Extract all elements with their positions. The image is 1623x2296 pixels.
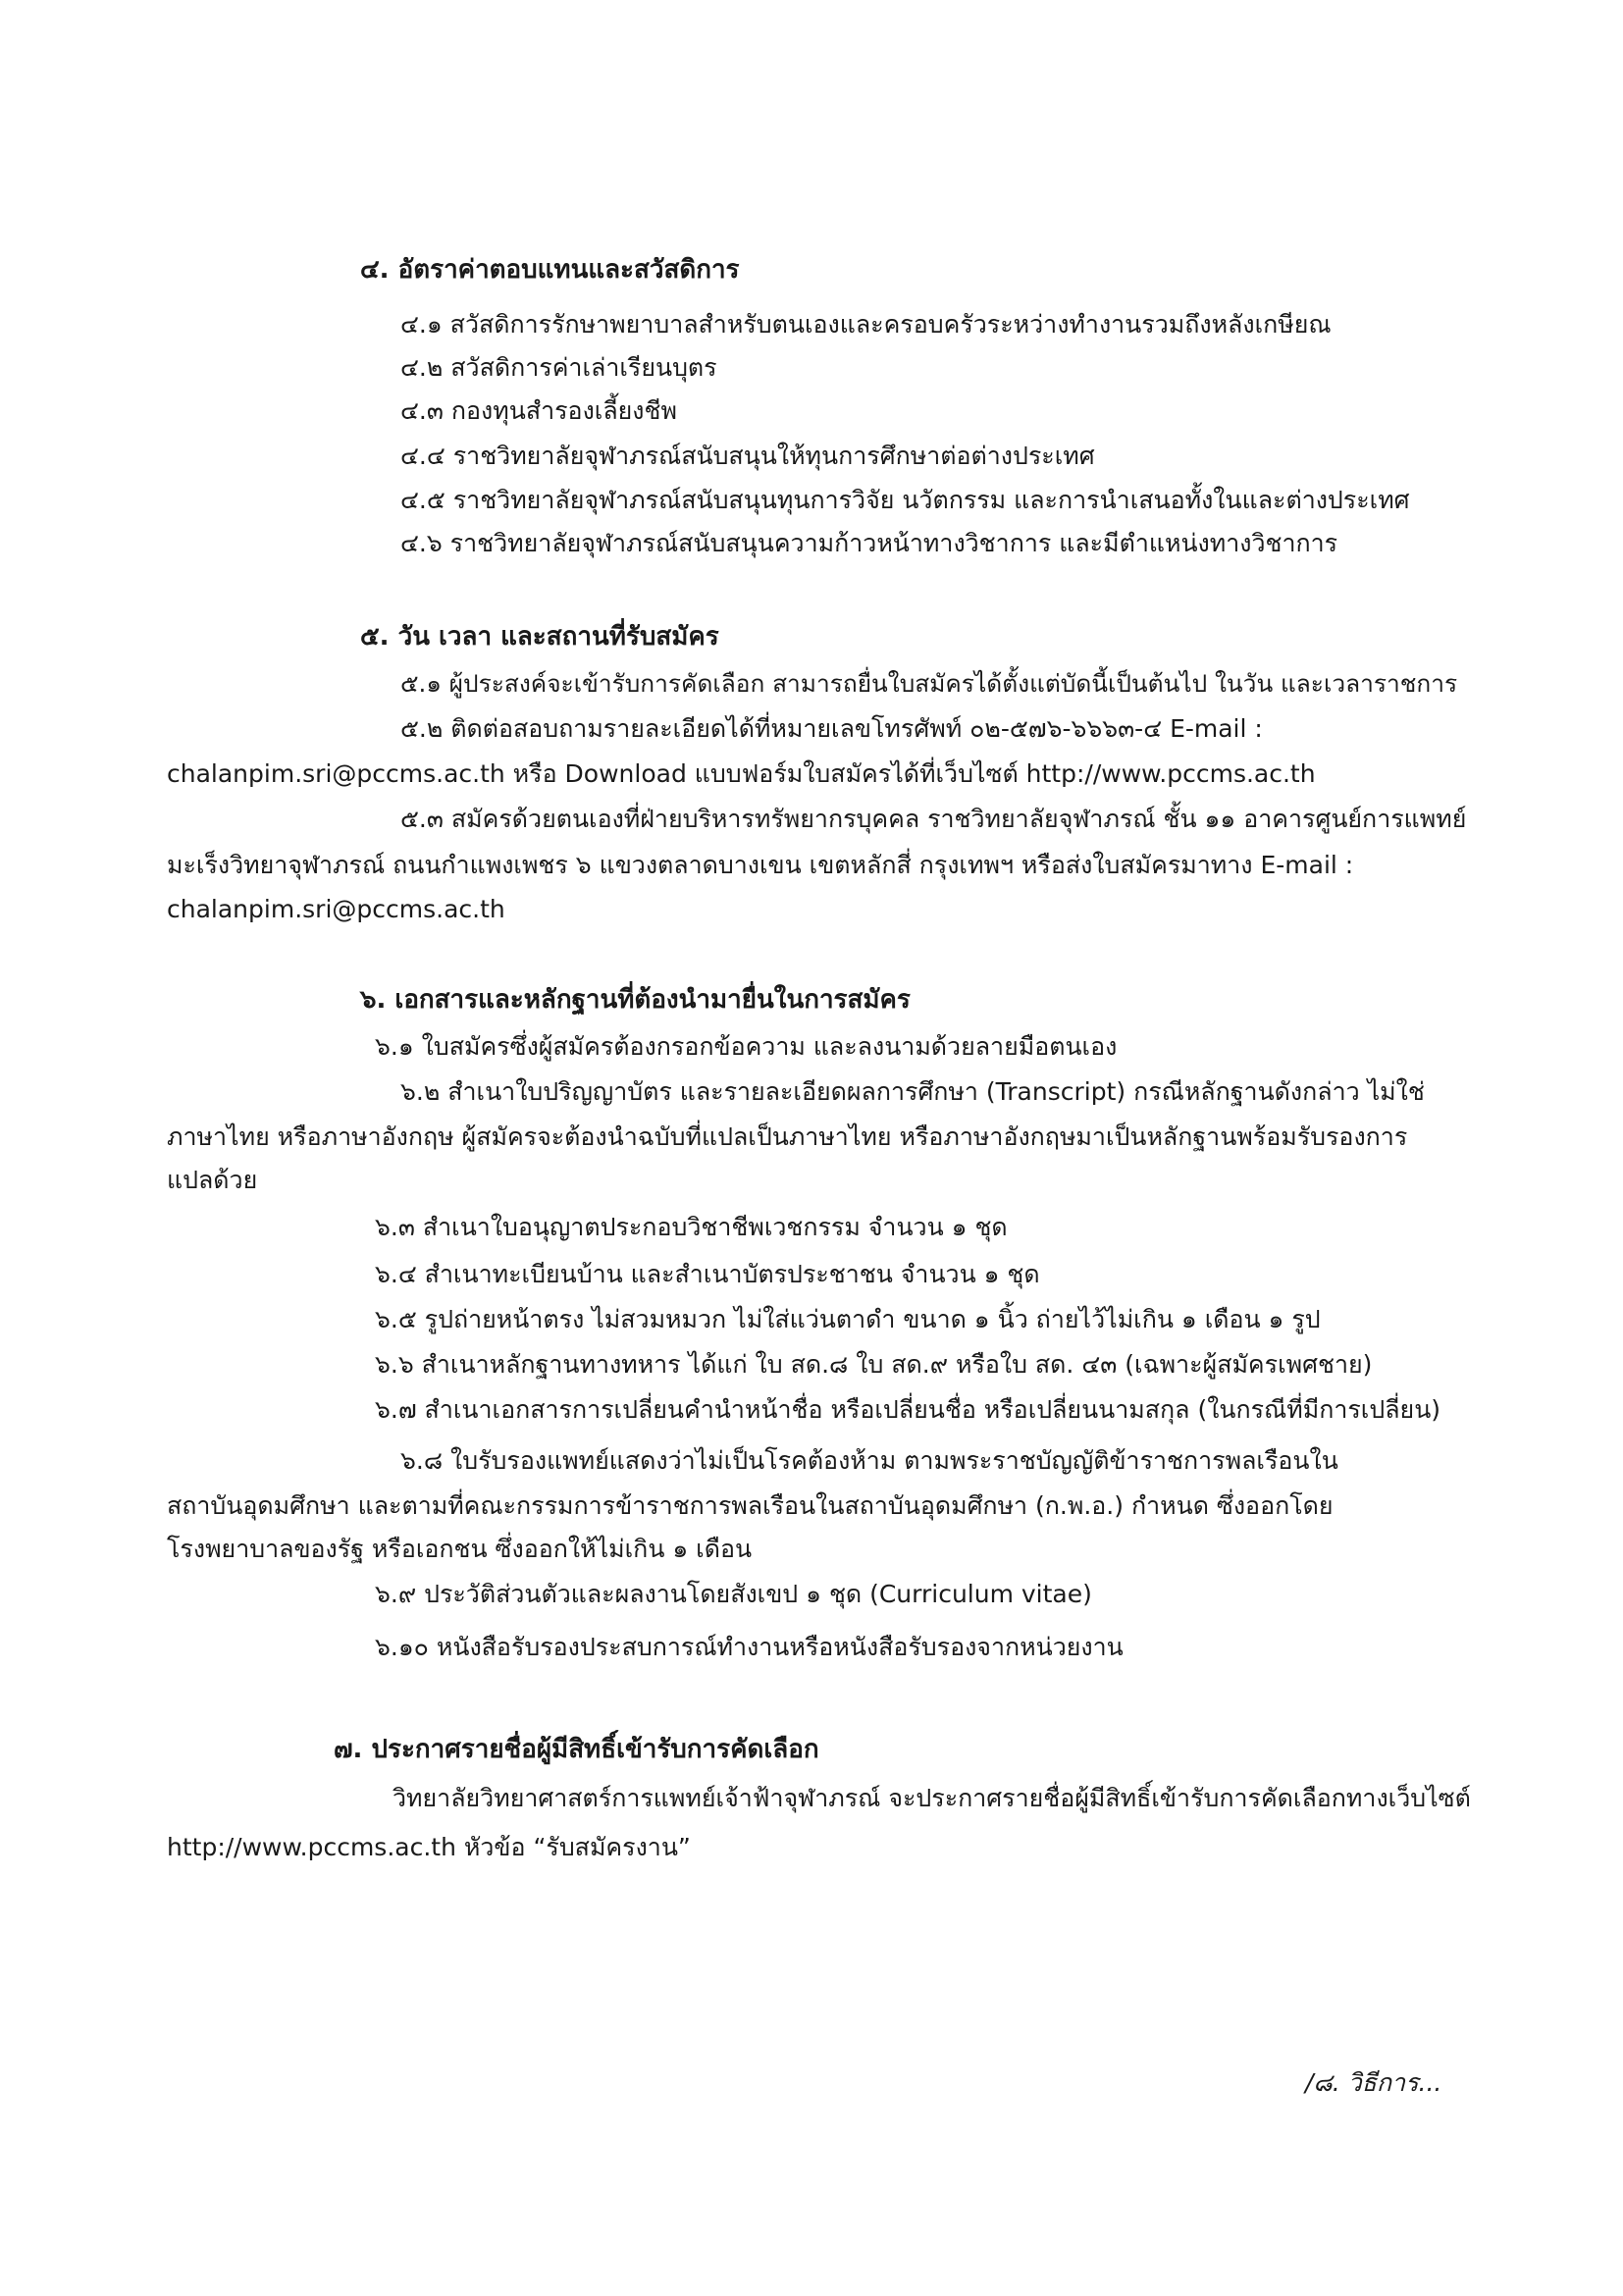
section-6-item-8-line-2: สถาบันอุดมศึกษา และตามที่คณะกรรมการข้าราชการพลเรือนในสถาบันอุดมศึกษา (ก.พ.อ.) กำหนด ซึ่งออกโดย — [167, 1491, 1334, 1520]
section-5-paragraph-1: ๕.๑ ผู้ประสงค์จะเข้ารับการคัดเลือก สามารถยื่นใบสมัครได้ตั้งแต่บัดนี้เป็นต้นไป ในวัน และเวลาราชการ — [400, 669, 1458, 698]
section-6-item-3: ๖.๓ สำเนาใบอนุญาตประกอบวิชาชีพเวชกรรม จำนวน ๑ ชุด — [375, 1213, 1008, 1241]
next-page-reference: /๘. วิธีการ... — [1305, 2068, 1442, 2097]
section-4-item: ๔.๑ สวัสดิการรักษาพยาบาลสำหรับตนเองและครอบครัวระหว่างทำงานรวมถึงหลังเกษียณ — [400, 310, 1332, 339]
section-6-item-2-line-1: ๖.๒ สำเนาใบปริญญาบัตร และรายละเอียดผลการศึกษา (Transcript) กรณีหลักฐานดังกล่าว ไม่ใช่ — [400, 1077, 1425, 1106]
section-7-paragraph-line-2: http://www.pccms.ac.th หัวข้อ “รับสมัครงาน” — [167, 1833, 691, 1861]
section-5-paragraph-3-line-1: ๕.๓ สมัครด้วยตนเองที่ฝ่ายบริหารทรัพยากรบุคคล ราชวิทยาลัยจุฬาภรณ์ ชั้น ๑๑ อาคารศูนย์การแพทย์ — [400, 805, 1467, 833]
section-5-heading: ๕. วัน เวลา และสถานที่รับสมัคร — [360, 622, 719, 652]
section-5-paragraph-3-line-2: มะเร็งวิทยาจุฬาภรณ์ ถนนกำแพงเพชร ๖ แขวงตลาดบางเขน เขตหลักสี่ กรุงเทพฯ หรือส่งใบสมัครมาทาง E-mail : — [167, 851, 1354, 879]
section-6-item-4: ๖.๔ สำเนาทะเบียนบ้าน และสำเนาบัตรประชาชน จำนวน ๑ ชุด — [375, 1260, 1040, 1288]
section-4-item: ๔.๔ ราชวิทยาลัยจุฬาภรณ์สนับสนุนให้ทุนการศึกษาต่อต่างประเทศ — [400, 442, 1095, 470]
section-6-item-8-line-3: โรงพยาบาลของรัฐ หรือเอกชน ซึ่งออกให้ไม่เกิน ๑ เดือน — [167, 1535, 753, 1563]
section-5-paragraph-2-line-2: chalanpim.sri@pccms.ac.th หรือ Download แบบฟอร์มใบสมัครได้ที่เว็บไซต์ http://www.pccms.ac.th — [167, 759, 1316, 788]
section-4-item: ๔.๕ ราชวิทยาลัยจุฬาภรณ์สนับสนุนทุนการวิจัย นวัตกรรม และการนำเสนอทั้งในและต่างประเทศ — [400, 486, 1410, 514]
section-6-heading: ๖. เอกสารและหลักฐานที่ต้องนำมายื่นในการสมัคร — [360, 985, 911, 1015]
section-6-item-2-line-2: ภาษาไทย หรือภาษาอังกฤษ ผู้สมัครจะต้องนำฉบับที่แปลเป็นภาษาไทย หรือภาษาอังกฤษมาเป็นหลักฐานพร้อมรับรองการ — [167, 1122, 1408, 1151]
section-6-item-10: ๖.๑๐ หนังสือรับรองประสบการณ์ทำงานหรือหนังสือรับรองจากหน่วยงาน — [375, 1633, 1124, 1661]
section-4-heading: ๔. อัตราค่าตอบแทนและสวัสดิการ — [360, 255, 740, 285]
section-4-item: ๔.๒ สวัสดิการค่าเล่าเรียนบุตร — [400, 353, 717, 382]
section-4-item: ๔.๓ กองทุนสำรองเลี้ยงชีพ — [400, 396, 677, 425]
section-6-item-9: ๖.๙ ประวัติส่วนตัวและผลงานโดยสังเขป ๑ ชุด (Curriculum vitae) — [375, 1580, 1092, 1608]
section-4-item: ๔.๖ ราชวิทยาลัยจุฬาภรณ์สนับสนุนความก้าวหน้าทางวิชาการ และมีตำแหน่งทางวิชาการ — [400, 529, 1338, 557]
section-6-item-1: ๖.๑ ใบสมัครซึ่งผู้สมัครต้องกรอกข้อความ และลงนามด้วยลายมือตนเอง — [375, 1032, 1118, 1061]
section-7-heading: ๗. ประกาศรายชื่อผู้มีสิทธิ์เข้ารับการคัดเลือก — [334, 1735, 819, 1764]
section-7-paragraph-line-1: วิทยาลัยวิทยาศาสตร์การแพทย์เจ้าฟ้าจุฬาภรณ์ จะประกาศรายชื่อผู้มีสิทธิ์เข้ารับการคัดเลือกทางเว็บไซต์ — [393, 1784, 1471, 1812]
section-6-item-6: ๖.๖ สำเนาหลักฐานทางทหาร ได้แก่ ใบ สด.๘ ใบ สด.๙ หรือใบ สด. ๔๓ (เฉพาะผู้สมัครเพศชาย) — [375, 1350, 1373, 1379]
section-5-paragraph-3-line-3: chalanpim.sri@pccms.ac.th — [167, 895, 505, 923]
section-6-item-2-line-3: แปลด้วย — [167, 1166, 258, 1194]
section-6-item-8-line-1: ๖.๘ ใบรับรองแพทย์แสดงว่าไม่เป็นโรคต้องห้าม ตามพระราชบัญญัติข้าราชการพลเรือนใน — [400, 1446, 1338, 1475]
section-5-paragraph-2-line-1: ๕.๒ ติดต่อสอบถามรายละเอียดได้ที่หมายเลขโทรศัพท์ ๐๒-๕๗๖-๖๖๖๓-๔ E-mail : — [400, 714, 1263, 743]
section-6-item-5: ๖.๕ รูปถ่ายหน้าตรง ไม่สวมหมวก ไม่ใส่แว่นตาดำ ขนาด ๑ นิ้ว ถ่ายไว้ไม่เกิน ๑ เดือน ๑ รูป — [375, 1305, 1321, 1333]
section-6-item-7: ๖.๗ สำเนาเอกสารการเปลี่ยนคำนำหน้าชื่อ หรือเปลี่ยนชื่อ หรือเปลี่ยนนามสกุล (ในกรณีที่มีการเปลี่ยน) — [375, 1395, 1441, 1424]
